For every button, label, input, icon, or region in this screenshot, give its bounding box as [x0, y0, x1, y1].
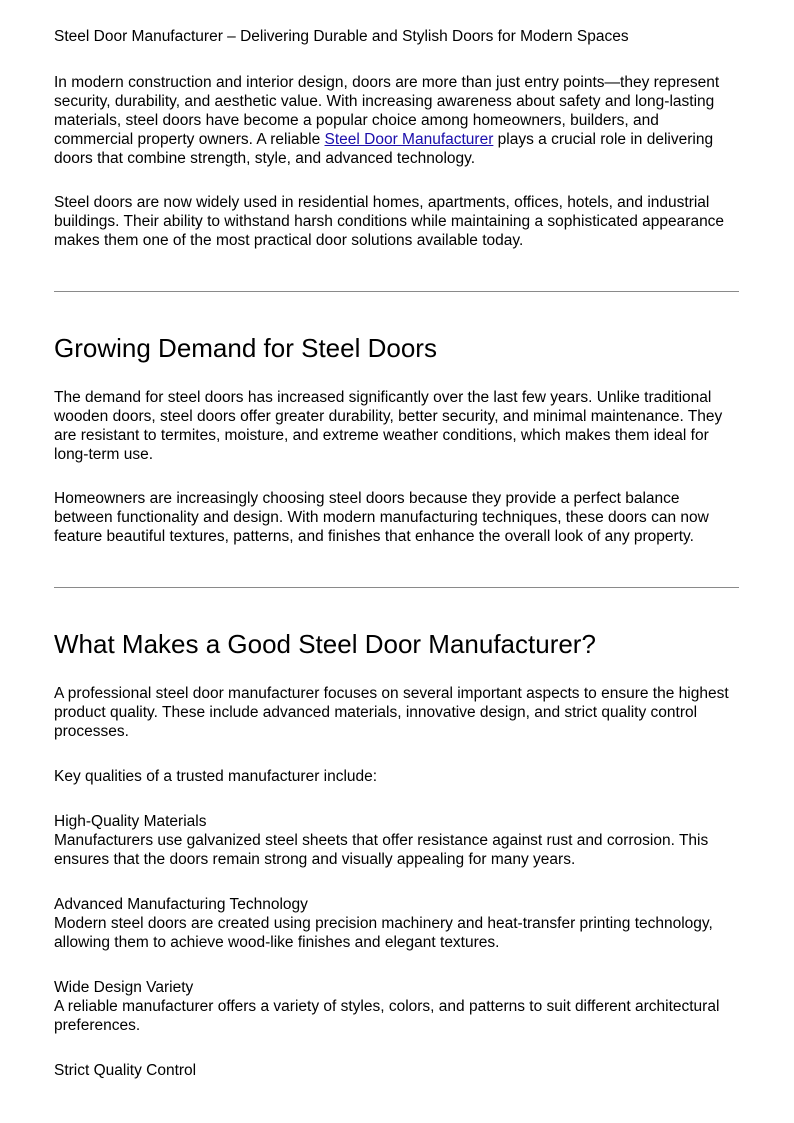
- intro-paragraph-1: [54, 73, 740, 168]
- section-divider: [54, 587, 739, 588]
- quality-item-description: Modern steel doors are created using precision machinery and heat-transfer printing technology, allowing them to achieve wood-like finishes and elegant textures.: [54, 915, 713, 951]
- quality-item: [54, 895, 740, 952]
- quality-item-title: High-Quality Materials: [54, 813, 207, 830]
- document-title: Steel Door Manufacturer – Delivering Durable and Stylish Doors for Modern Spaces: [54, 28, 629, 45]
- heading-good-manufacturer: What Makes a Good Steel Door Manufacturer?: [54, 629, 596, 659]
- quality-item-description: A reliable manufacturer offers a variety of styles, colors, and patterns to suit different architectural preferences.: [54, 998, 720, 1034]
- heading-growing-demand: Growing Demand for Steel Doors: [54, 333, 437, 363]
- quality-item: [54, 1061, 740, 1080]
- quality-item: [54, 978, 740, 1035]
- quality-item-title: Advanced Manufacturing Technology: [54, 896, 308, 913]
- quality-paragraph-1: A professional steel door manufacturer focuses on several important aspects to ensure the highest product quality. These include advanced materials, innovative design, and strict quality control processes.: [54, 685, 729, 740]
- demand-paragraph-1: The demand for steel doors has increased significantly over the last few years. Unlike traditional wooden doors, steel doors offer greater durability, better security, and minimal maintenance. They are resistant to termites, moisture, and extreme weather conditions, which makes them ideal for long-term use.: [54, 389, 723, 463]
- quality-item-title: Strict Quality Control: [54, 1062, 197, 1079]
- demand-paragraph-2: Homeowners are increasingly choosing steel doors because they provide a perfect balance between functionality and design. With modern manufacturing techniques, these doors can now feature beautiful textures, patterns, and finishes that enhance the overall look of any property.: [54, 490, 709, 545]
- quality-item: [54, 812, 740, 869]
- intro-paragraph-2: Steel doors are now widely used in residential homes, apartments, offices, hotels, and industrial buildings. Their ability to withstand harsh conditions while maintaining a sophisticated appearance makes them one of the most practical door solutions available today.: [54, 194, 725, 249]
- steel-door-manufacturer-link[interactable]: Steel Door Manufacturer: [324, 131, 494, 148]
- quality-item-title: Wide Design Variety: [54, 979, 194, 996]
- intro-text-before-link: In modern construction and interior design, doors are more than just entry points—they represent security, durability, and aesthetic value. With increasing awareness about safety and long-lasting materials, steel doors have become a popular choice among homeowners, builders, and commercial property owners. A reliable: [54, 74, 720, 148]
- quality-item-description: Manufacturers use galvanized steel sheets that offer resistance against rust and corrosion. This ensures that the doors remain strong and visually appealing for many years.: [54, 832, 709, 868]
- intro-text-after-link: plays a crucial role in delivering doors that combine strength, style, and advanced technology.: [54, 131, 714, 167]
- section-divider: [54, 291, 739, 292]
- key-qualities-intro: Key qualities of a trusted manufacturer include:: [54, 768, 378, 785]
